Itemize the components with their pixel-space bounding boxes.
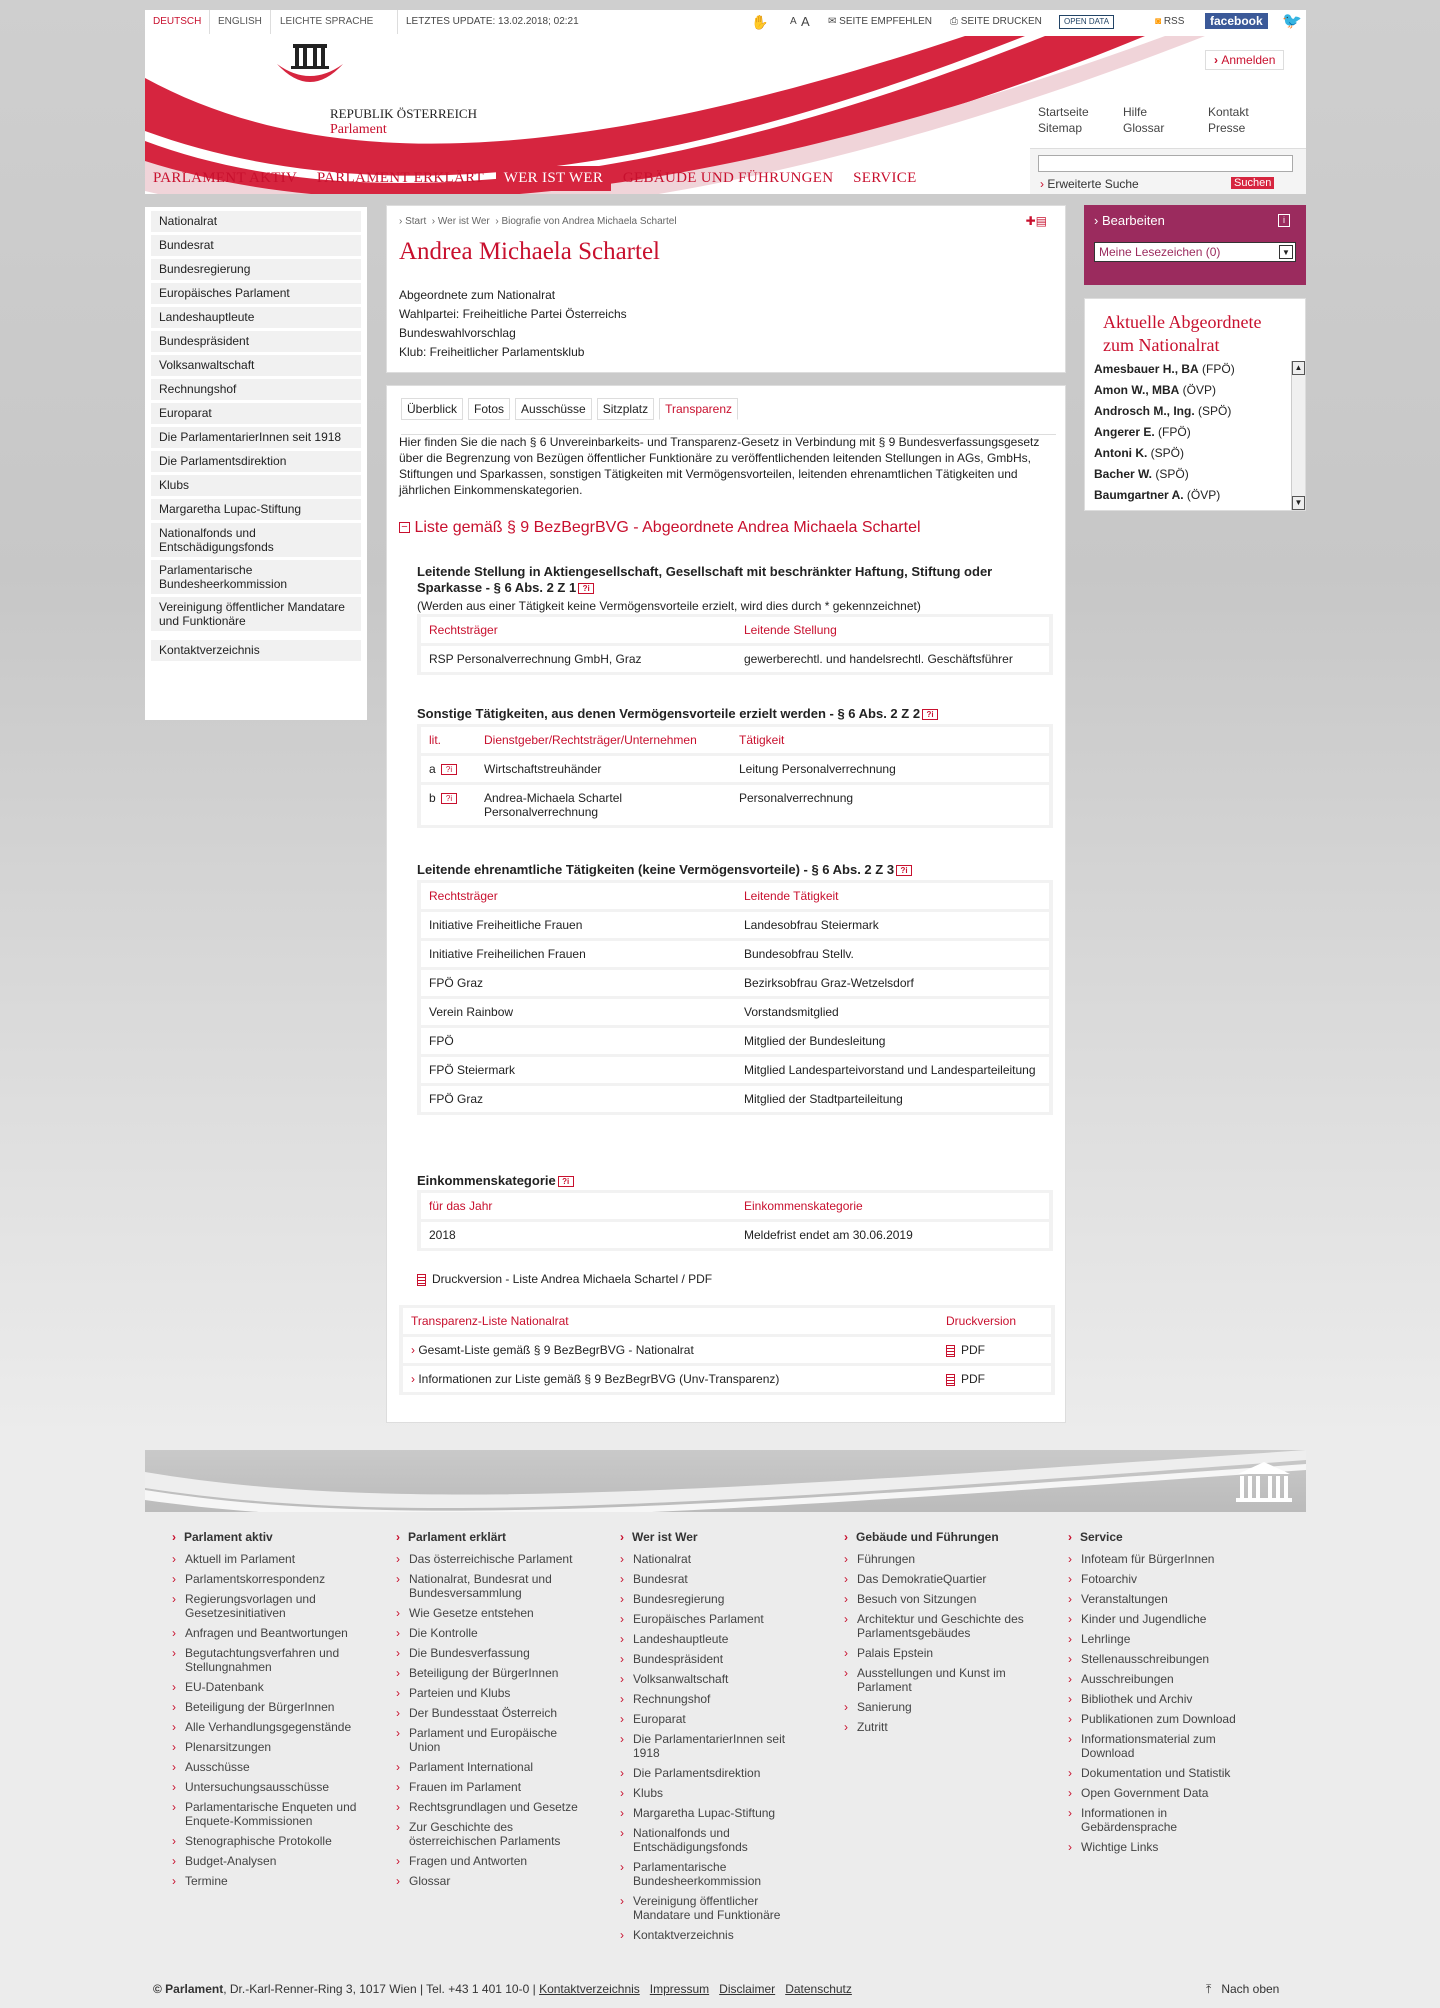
pdf-icon: [946, 1374, 955, 1386]
tab-seat[interactable]: Sitzplatz: [597, 398, 654, 420]
info-icon[interactable]: ?i: [441, 764, 457, 775]
footer-link[interactable]: › Untersuchungsausschüsse: [172, 1780, 362, 1794]
bookmark-add-icon[interactable]: ✚▤: [1025, 214, 1047, 228]
table-row: 2018 Meldefrist endet am 30.06.2019: [421, 1222, 1049, 1248]
footer-link[interactable]: › Führungen: [844, 1552, 1034, 1566]
font-small-button[interactable]: A: [790, 16, 797, 27]
header-links-3: [1208, 104, 1249, 136]
footer-link[interactable]: › Vereinigung öffentlicher Mandatare und Funktionäre: [620, 1894, 810, 1922]
footer-link[interactable]: › Das DemokratieQuartier: [844, 1572, 1034, 1586]
footer-link[interactable]: › Budget-Analysen: [172, 1854, 362, 1868]
page-title: Andrea Michaela Schartel: [399, 238, 660, 265]
footer-link[interactable]: › Anfragen und Beantwortungen: [172, 1626, 362, 1640]
footer-link[interactable]: › Klubs: [620, 1786, 810, 1800]
footer-heading[interactable]: › Service: [1068, 1530, 1258, 1544]
scroll-down-icon[interactable]: ▼: [1292, 496, 1305, 510]
footer-link[interactable]: › Stenographische Protokolle: [172, 1834, 362, 1848]
parliament-building-icon: [1234, 1460, 1294, 1506]
footer-column: [396, 1530, 586, 1894]
footer-column: [844, 1530, 1034, 1740]
main-nav: [145, 166, 925, 194]
print-link[interactable]: ⎙ SEITE DRUCKEN: [950, 16, 1042, 27]
chevron-right-icon: ›: [1040, 177, 1048, 191]
nav-parlament-aktiv[interactable]: PARLAMENT AKTIV: [153, 170, 298, 186]
person-details: [399, 286, 627, 362]
table-sonstige: lit. Dienstgeber/Rechtsträger/Unternehmen Tätigkeit a ?i Wirtschaftstreuhänder Leitung Personalverrechnung b ?i Andrea-Michaela Schartel Personalverrechnung Personalverrechnung: [417, 724, 1053, 828]
footer-link[interactable]: › Regierungsvorlagen und Gesetzesinitiativen: [172, 1592, 362, 1620]
footer-link[interactable]: › Rechtsgrundlagen und Gesetze: [396, 1800, 586, 1814]
sitemap-link[interactable]: Sitemap: [1038, 121, 1083, 135]
hilfe-link[interactable]: Hilfe: [1123, 105, 1148, 119]
info-icon[interactable]: ?i: [922, 709, 938, 720]
table-row[interactable]: › Gesamt-Liste gemäß § 9 BezBegrBVG - Nationalrat PDF: [403, 1337, 1051, 1363]
footer-link[interactable]: › Die Parlamentsdirektion: [620, 1766, 810, 1780]
table-row: a ?i Wirtschaftstreuhänder Leitung Personalverrechnung: [421, 756, 1049, 782]
sidebar-item[interactable]: Klubs: [151, 475, 361, 496]
rss-icon: ◙: [1155, 16, 1164, 27]
footer-link[interactable]: › Landeshauptleute: [620, 1632, 810, 1646]
footer-swoosh: [145, 1450, 1306, 1512]
footer-link[interactable]: › Beteiligung der BürgerInnen: [396, 1666, 586, 1680]
footer-link[interactable]: › Bundesregierung: [620, 1592, 810, 1606]
mp-list-item[interactable]: Amesbauer H., BA (FPÖ): [1094, 362, 1235, 376]
sidebar-item[interactable]: Margaretha Lupac-Stiftung: [151, 499, 361, 520]
footer-column: [620, 1530, 810, 1948]
section-sonstige-title: Sonstige Tätigkeiten, aus denen Vermögensvorteile erzielt werden - § 6 Abs. 2 Z 2 ?i: [417, 706, 938, 721]
footer-link[interactable]: › Palais Epstein: [844, 1646, 1034, 1660]
last-update: LETZTES UPDATE: 13.02.2018; 02:21: [397, 10, 579, 34]
sidebar-item[interactable]: Rechnungshof: [151, 379, 361, 400]
footer-link-kontakt[interactable]: Kontaktverzeichnis: [539, 1982, 640, 1996]
footer-heading[interactable]: › Gebäude und Führungen: [844, 1530, 1034, 1544]
sidebar-item[interactable]: Kontaktverzeichnis: [151, 640, 361, 661]
top-bar: [145, 10, 1306, 36]
footer-link[interactable]: › Ausschüsse: [172, 1760, 362, 1774]
mail-icon: ✉: [828, 16, 840, 27]
table-row: Initiative Freiheitliche Frauen Landesobfrau Steiermark: [421, 912, 1049, 938]
startseite-link[interactable]: Startseite: [1038, 105, 1089, 119]
footer-link[interactable]: › Bundespräsident: [620, 1652, 810, 1666]
rss-link[interactable]: ◙ RSS: [1155, 16, 1185, 27]
footer-link[interactable]: › Lehrlinge: [1068, 1632, 1258, 1646]
footer-heading[interactable]: › Wer ist Wer: [620, 1530, 810, 1544]
sidebar-item[interactable]: Europäisches Parlament: [151, 283, 361, 304]
footer-link[interactable]: › Fragen und Antworten: [396, 1854, 586, 1868]
footer-link[interactable]: › Nationalrat, Bundesrat und Bundesversammlung: [396, 1572, 586, 1600]
footer-link[interactable]: › Frauen im Parlament: [396, 1780, 586, 1794]
printer-icon: ⎙: [950, 16, 961, 27]
parliament-logo: [275, 40, 345, 96]
current-mps-box: [1084, 298, 1306, 511]
sidebar-item[interactable]: Vereinigung öffentlicher Mandatare und Funktionäre: [151, 597, 361, 631]
footer-link[interactable]: › Der Bundesstaat Österreich: [396, 1706, 586, 1720]
list-toggle[interactable]: − Liste gemäß § 9 BezBegrBVG - Abgeordnete Andrea Michaela Schartel: [399, 519, 921, 537]
footer-link[interactable]: › Parlament und Europäische Union: [396, 1726, 586, 1754]
footer-link[interactable]: › Infoteam für BürgerInnen: [1068, 1552, 1258, 1566]
chevron-right-icon: ›: [1214, 53, 1222, 67]
bookmarks-select[interactable]: Meine Lesezeichen (0) ▼: [1094, 242, 1296, 262]
footer-link[interactable]: › Dokumentation und Statistik: [1068, 1766, 1258, 1780]
footer-heading[interactable]: › Parlament aktiv: [172, 1530, 362, 1544]
table-row: FPÖ Graz Mitglied der Stadtparteileitung: [421, 1086, 1049, 1112]
footer-link[interactable]: › Parlamentarische Bundesheerkommission: [620, 1860, 810, 1888]
tab-overview[interactable]: Überblick: [401, 398, 463, 420]
footer-link[interactable]: › Termine: [172, 1874, 362, 1888]
footer-link[interactable]: › EU-Datenbank: [172, 1680, 362, 1694]
footer-link-datenschutz[interactable]: Datenschutz: [785, 1982, 852, 1996]
info-icon[interactable]: ?i: [578, 583, 594, 594]
info-icon[interactable]: ?i: [558, 1176, 574, 1187]
footer-link[interactable]: › Ausschreibungen: [1068, 1672, 1258, 1686]
footer-link[interactable]: › Sanierung: [844, 1700, 1034, 1714]
table-row: FPÖ Mitglied der Bundesleitung: [421, 1028, 1049, 1054]
footer-link[interactable]: › Parteien und Klubs: [396, 1686, 586, 1700]
sidebar-item[interactable]: Nationalfonds und Entschädigungsfonds: [151, 523, 361, 557]
mps-list: [1085, 359, 1291, 510]
sidebar-item[interactable]: Bundespräsident: [151, 331, 361, 352]
font-large-button[interactable]: A: [801, 14, 810, 29]
footer-link[interactable]: › Ausstellungen und Kunst im Parlament: [844, 1666, 1034, 1694]
table-einkommen: für das Jahr Einkommenskategorie 2018 Meldefrist endet am 30.06.2019: [417, 1190, 1053, 1251]
table-row[interactable]: › Informationen zur Liste gemäß § 9 BezBegrBVG (Unv-Transparenz) PDF: [403, 1366, 1051, 1392]
lang-german[interactable]: DEUTSCH: [145, 10, 210, 34]
table-row: b ?i Andrea-Michaela Schartel Personalverrechnung Personalverrechnung: [421, 785, 1049, 825]
tab-transparency[interactable]: Transparenz: [659, 398, 738, 420]
info-icon[interactable]: ?i: [896, 865, 912, 876]
chevron-right-icon: ›: [1094, 213, 1102, 228]
sidebar-item[interactable]: Europarat: [151, 403, 361, 424]
info-icon[interactable]: i: [1278, 214, 1290, 227]
footer-link[interactable]: › Veranstaltungen: [1068, 1592, 1258, 1606]
sidebar-item[interactable]: Volksanwaltschaft: [151, 355, 361, 376]
pdf-icon: [946, 1345, 955, 1357]
breadcrumb-bio: › Biografie von Andrea Michaela Schartel: [495, 216, 677, 227]
edit-toggle[interactable]: › Bearbeiten: [1094, 213, 1165, 228]
footer-link[interactable]: › Wichtige Links: [1068, 1840, 1258, 1854]
nav-wer-ist-wer[interactable]: WER IST WER: [496, 166, 611, 191]
parlament-label: Parlament: [330, 122, 387, 137]
footer-link[interactable]: › Parlamentskorrespondenz: [172, 1572, 362, 1586]
tab-photos[interactable]: Fotos: [468, 398, 510, 420]
pdf-icon: [417, 1274, 426, 1286]
arrow-up-icon: ⤒: [1206, 1982, 1215, 1996]
footer-link[interactable]: › Publikationen zum Download: [1068, 1712, 1258, 1726]
search-input[interactable]: [1038, 155, 1293, 172]
advanced-search-link[interactable]: › Erweiterte Suche: [1040, 177, 1139, 191]
footer-link[interactable]: › Bundesrat: [620, 1572, 810, 1586]
republik-label: REPUBLIK ÖSTERREICH: [330, 106, 477, 121]
info-icon[interactable]: ?i: [441, 793, 457, 804]
footer-link-impressum[interactable]: Impressum: [649, 1982, 710, 1996]
footer-link[interactable]: › Zur Geschichte des österreichischen Parlaments: [396, 1820, 586, 1848]
breadcrumb: [399, 216, 677, 227]
footer-link[interactable]: › Zutritt: [844, 1720, 1034, 1734]
search-button[interactable]: Suchen: [1231, 177, 1274, 189]
sidebar-item[interactable]: Landeshauptleute: [151, 307, 361, 328]
copyright: © Parlament, Dr.-Karl-Renner-Ring 3, 1017 Wien | Tel. +43 1 401 10-0 | Kontaktverzeichnis Impressum Disclaimer Datenschutz: [153, 1982, 852, 1996]
footer-link[interactable]: › Kinder und Jugendliche: [1068, 1612, 1258, 1626]
footer-column: [1068, 1530, 1258, 1860]
footer-link[interactable]: › Kontaktverzeichnis: [620, 1928, 810, 1942]
footer-link[interactable]: › Begutachtungsverfahren und Stellungnahmen: [172, 1646, 362, 1674]
print-version-link[interactable]: Druckversion - Liste Andrea Michaela Schartel / PDF: [417, 1272, 712, 1286]
back-to-top[interactable]: ⤒ Nach oben: [1206, 1982, 1280, 1996]
footer-link[interactable]: › Rechnungshof: [620, 1692, 810, 1706]
mps-title: Aktuelle Abgeordnete zum Nationalrat: [1103, 312, 1262, 355]
sidebar-item[interactable]: Parlamentarische Bundesheerkommission: [151, 560, 361, 594]
person-list: Bundeswahlvorschlag: [399, 326, 516, 340]
footer-link[interactable]: › Die Kontrolle: [396, 1626, 586, 1640]
chevron-right-icon: ›: [411, 1343, 415, 1357]
presse-link[interactable]: Presse: [1208, 121, 1246, 135]
mp-list-item[interactable]: Antoni K. (SPÖ): [1094, 446, 1185, 460]
chevron-down-icon: ▼: [1279, 245, 1293, 259]
footer-link[interactable]: › Aktuell im Parlament: [172, 1552, 362, 1566]
header-links-2: [1123, 104, 1164, 136]
footer-link[interactable]: › Beteiligung der BürgerInnen: [172, 1700, 362, 1714]
footer-link[interactable]: › Das österreichische Parlament: [396, 1552, 586, 1566]
person-party: Wahlpartei: Freiheitliche Partei Österreichs: [399, 307, 627, 321]
facebook-link[interactable]: facebook: [1205, 13, 1268, 29]
footer-link[interactable]: › Parlament International: [396, 1760, 586, 1774]
mp-list-item[interactable]: Androsch M., Ing. (SPÖ): [1094, 404, 1232, 418]
footer-link[interactable]: › Informationen in Gebärdensprache: [1068, 1806, 1258, 1834]
footer-link[interactable]: › Wie Gesetze entstehen: [396, 1606, 586, 1620]
footer-link[interactable]: › Plenarsitzungen: [172, 1740, 362, 1754]
section-ehrenamtlich-title: Leitende ehrenamtliche Tätigkeiten (keine Vermögensvorteile) - § 6 Abs. 2 Z 3 ?i: [417, 862, 912, 877]
nav-parlament-erklaert[interactable]: PARLAMENT ERKLÄRT: [316, 170, 484, 186]
footer-link[interactable]: › Besuch von Sitzungen: [844, 1592, 1034, 1606]
footer-link[interactable]: › Nationalrat: [620, 1552, 810, 1566]
header-links-1: [1038, 104, 1089, 136]
mp-list-item[interactable]: Angerer E. (FPÖ): [1094, 425, 1191, 439]
footer-link[interactable]: › Europarat: [620, 1712, 810, 1726]
nav-service[interactable]: SERVICE: [853, 170, 917, 186]
login-button[interactable]: › Anmelden: [1205, 50, 1284, 70]
scroll-up-icon[interactable]: ▲: [1292, 361, 1305, 375]
search-area: [1030, 148, 1306, 194]
chevron-right-icon: ›: [411, 1372, 415, 1386]
table-row: RSP Personalverrechnung GmbH, Graz gewerberechtl. und handelsrechtl. Geschäftsführer: [421, 646, 1049, 672]
footer-heading[interactable]: › Parlament erklärt: [396, 1530, 586, 1544]
table-ehrenamtlich: Rechtsträger Leitende Tätigkeit Initiative Freiheitliche Frauen Landesobfrau Steiermark Initiative Freiheilichen Frauen Bundesobfrau Stellv. FPÖ Graz Bezirksobfrau Graz-Wetzelsdorf Verein Rainbow Vorstandsmitglied FPÖ Mitglied der Bundesleitung FPÖ Steiermark Mitglied Landesparteivorstand und Landesparteileitung FPÖ Graz Mitglied der Stadtparteileitung: [417, 880, 1053, 1115]
section-note: (Werden aus einer Tätigkeit keine Vermögensvorteile erzielt, wird dies durch * gekennzeichnet): [417, 599, 921, 613]
person-header: [386, 205, 1066, 373]
lang-easy[interactable]: LEICHTE SPRACHE: [280, 16, 374, 27]
sidebar-item[interactable]: Nationalrat: [151, 211, 361, 232]
footer-link[interactable]: › Architektur und Geschichte des Parlamentsgebäudes: [844, 1612, 1034, 1640]
sidebar-item[interactable]: Bundesregierung: [151, 259, 361, 280]
breadcrumb-wer[interactable]: › Wer ist Wer: [431, 216, 490, 227]
footer-link[interactable]: › Informationsmaterial zum Download: [1068, 1732, 1258, 1760]
footer-column: [172, 1530, 362, 1894]
footer-link[interactable]: › Fotoarchiv: [1068, 1572, 1258, 1586]
footer-link[interactable]: › Open Government Data: [1068, 1786, 1258, 1800]
section-einkommen-title: Einkommenskategorie ?i: [417, 1173, 574, 1188]
recommend-link[interactable]: ✉ SEITE EMPFEHLEN: [828, 16, 932, 27]
footer-link[interactable]: › Parlamentarische Enqueten und Enquete-Kommissionen: [172, 1800, 362, 1828]
person-function: Abgeordnete zum Nationalrat: [399, 288, 556, 302]
intro-text: Hier finden Sie die nach § 6 Unvereinbarkeits- und Transparenz-Gesetz in Verbindung mit § 9 Bundesverfassungsgesetz über die Begrenzung von Bezügen öffentlicher Funktionäre zu veröffentlichenden leitenden Stellungen in AGs, GmbHs, Stiftungen und Sparkassen, sonstigen Tätigkeiten mit Vermögensvorteilen, leitenden ehrenamtlichen Tätigkeiten und jährlichen Einkommenskategorien.: [399, 435, 1040, 497]
table-row: FPÖ Steiermark Mitglied Landesparteivorstand und Landesparteileitung: [421, 1057, 1049, 1083]
lang-english[interactable]: ENGLISH: [210, 10, 271, 34]
kontakt-link[interactable]: Kontakt: [1208, 105, 1249, 119]
tab-bar: [401, 398, 743, 420]
nav-gebaeude[interactable]: GEBÄUDE UND FÜHRUNGEN: [622, 170, 834, 186]
footer-link[interactable]: › Alle Verhandlungsgegenstände: [172, 1720, 362, 1734]
tab-committees[interactable]: Ausschüsse: [515, 398, 592, 420]
sidebar-item[interactable]: Bundesrat: [151, 235, 361, 256]
sidebar-item[interactable]: Die Parlamentsdirektion: [151, 451, 361, 472]
footer-link[interactable]: › Stellenausschreibungen: [1068, 1652, 1258, 1666]
mps-scrollbar[interactable]: [1291, 361, 1305, 510]
breadcrumb-start[interactable]: › Start: [399, 216, 427, 227]
table-row: Verein Rainbow Vorstandsmitglied: [421, 999, 1049, 1025]
table-leitende-stellung: [417, 614, 1053, 675]
footer-link[interactable]: › Die Bundesverfassung: [396, 1646, 586, 1660]
table-row: FPÖ Graz Bezirksobfrau Graz-Wetzelsdorf: [421, 970, 1049, 996]
open-data-link[interactable]: OPEN DATA: [1059, 15, 1114, 29]
footer-link[interactable]: › Nationalfonds und Entschädigungsfonds: [620, 1826, 810, 1854]
footer-link[interactable]: › Volksanwaltschaft: [620, 1672, 810, 1686]
mp-list-item[interactable]: Baumgartner A. (ÖVP): [1094, 488, 1221, 502]
footer-link[interactable]: › Europäisches Parlament: [620, 1612, 810, 1626]
transparency-panel: [386, 385, 1066, 1423]
footer-link[interactable]: › Die ParlamentarierInnen seit 1918: [620, 1732, 810, 1760]
footer-link[interactable]: › Glossar: [396, 1874, 586, 1888]
col-leitende-stellung: Leitende Stellung: [736, 617, 1049, 643]
person-club: Klub: Freiheitlicher Parlamentsklub: [399, 345, 585, 359]
col-rechtstraeger: Rechtsträger: [421, 617, 736, 643]
section-leitende-stellung-title: Leitende Stellung in Aktiengesellschaft, Gesellschaft mit beschränkter Haftung, Stiftung oder Sparkasse - § 6 Abs. 2 Z 1 ?i: [417, 564, 993, 595]
table-row: Initiative Freiheilichen Frauen Bundesobfrau Stellv.: [421, 941, 1049, 967]
footer-link[interactable]: › Bibliothek und Archiv: [1068, 1692, 1258, 1706]
twitter-icon[interactable]: 🐦: [1282, 13, 1302, 30]
footer-banner: [145, 1450, 1306, 1512]
sign-language-icon[interactable]: ✋: [751, 14, 769, 30]
footer-link[interactable]: › Margaretha Lupac-Stiftung: [620, 1806, 810, 1820]
glossar-link[interactable]: Glossar: [1123, 121, 1165, 135]
sidebar-nav: [145, 207, 367, 720]
sidebar-item[interactable]: Die ParlamentarierInnen seit 1918: [151, 427, 361, 448]
footer-link-disclaimer[interactable]: Disclaimer: [719, 1982, 776, 1996]
mp-list-item[interactable]: Amon W., MBA (ÖVP): [1094, 383, 1217, 397]
table-transparency-list: Transparenz-Liste Nationalrat Druckversion › Gesamt-Liste gemäß § 9 BezBegrBVG - Nationalrat PDF › Informationen zur Liste gemäß § 9 BezBegrBVG (Unv-Transparenz) PDF: [399, 1305, 1055, 1395]
mp-list-item[interactable]: Bacher W. (SPÖ): [1094, 467, 1189, 481]
toolbox: [1084, 205, 1306, 285]
collapse-icon: −: [399, 522, 410, 533]
